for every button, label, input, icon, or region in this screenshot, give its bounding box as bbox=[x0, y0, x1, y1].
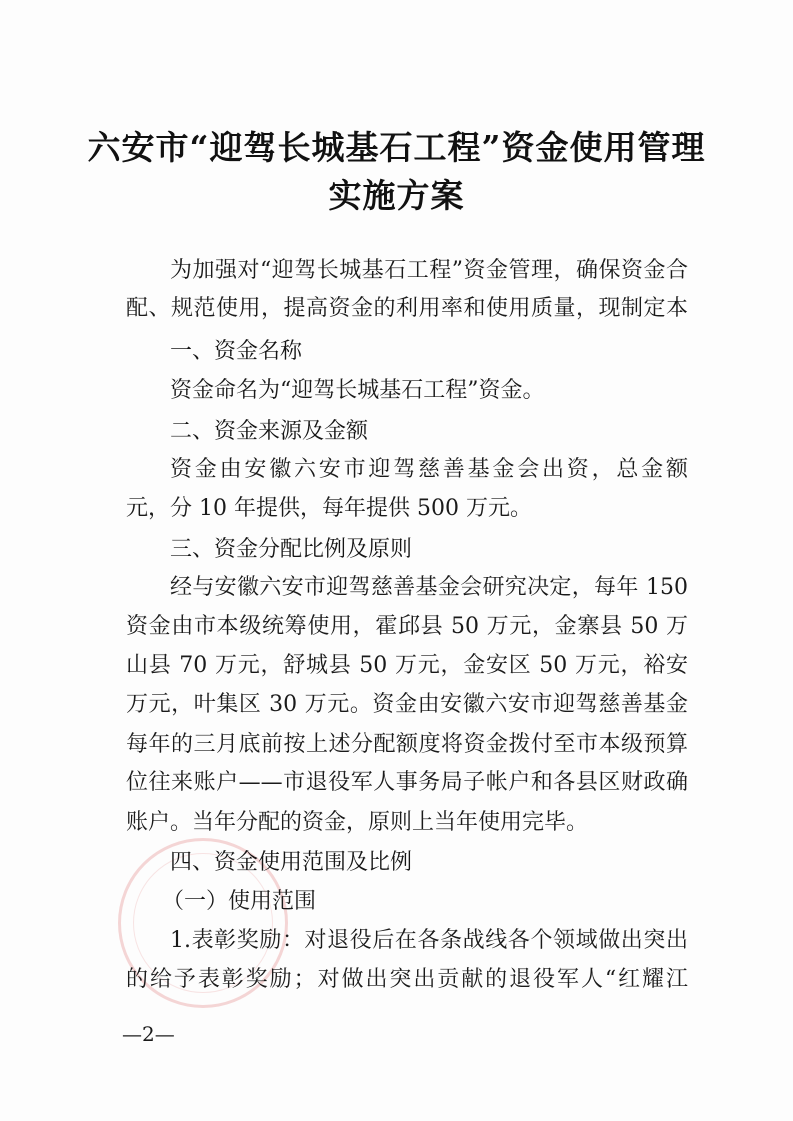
page-number: —2— bbox=[122, 1022, 175, 1046]
section-2-line-1: 资金由安徽六安市迎驾慈善基金会出资，总金额 bbox=[170, 457, 688, 482]
section-3-line-2: 资金由市本级统筹使用，霍邱县 50 万元，金寨县 50 万 bbox=[126, 614, 688, 639]
section-2-line-2: 元，分 10 年提供，每年提供 500 万元。 bbox=[126, 496, 532, 521]
intro-line-1: 为加强对“迎驾长城基石工程”资金管理，确保资金合 bbox=[170, 258, 688, 283]
item-1-line-2: 的给予表彰奖励；对做出突出贡献的退役军人“红耀江 bbox=[126, 967, 688, 992]
section-3-line-5: 每年的三月底前按上述分配额度将资金拨付至市本级预算 bbox=[126, 732, 688, 757]
section-3-line-7: 账户。当年分配的资金，原则上当年使用完毕。 bbox=[126, 810, 589, 835]
section-3-line-6: 位往来账户——市退役军人事务局子帐户和各县区财政确 bbox=[126, 770, 688, 795]
section-3-line-1: 经与安徽六安市迎驾慈善基金会研究决定，每年 150 bbox=[170, 575, 688, 600]
document-title-line-2: 实施方案 bbox=[328, 176, 465, 215]
section-3-line-4: 万元，叶集区 30 万元。资金由安徽六安市迎驾慈善基金 bbox=[126, 692, 688, 717]
item-1-line-1: 1.表彰奖励：对退役后在各条战线各个领域做出突出 bbox=[170, 928, 688, 953]
section-4-heading: 四、资金使用范围及比例 bbox=[170, 850, 413, 875]
section-1-heading: 一、资金名称 bbox=[170, 339, 303, 364]
document-title-line-1: 六安市“迎驾长城基石工程”资金使用管理 bbox=[87, 128, 706, 167]
subsection-1-heading: （一）使用范围 bbox=[162, 889, 317, 914]
section-2-heading: 二、资金来源及金额 bbox=[170, 419, 369, 444]
intro-line-2: 配、规范使用，提高资金的利用率和使用质量，现制定本 bbox=[126, 296, 688, 321]
section-3-line-3: 山县 70 万元，舒城县 50 万元，金安区 50 万元，裕安 bbox=[126, 653, 688, 678]
section-3-heading: 三、资金分配比例及原则 bbox=[170, 537, 413, 562]
section-1-text: 资金命名为“迎驾长城基石工程”资金。 bbox=[170, 378, 545, 403]
